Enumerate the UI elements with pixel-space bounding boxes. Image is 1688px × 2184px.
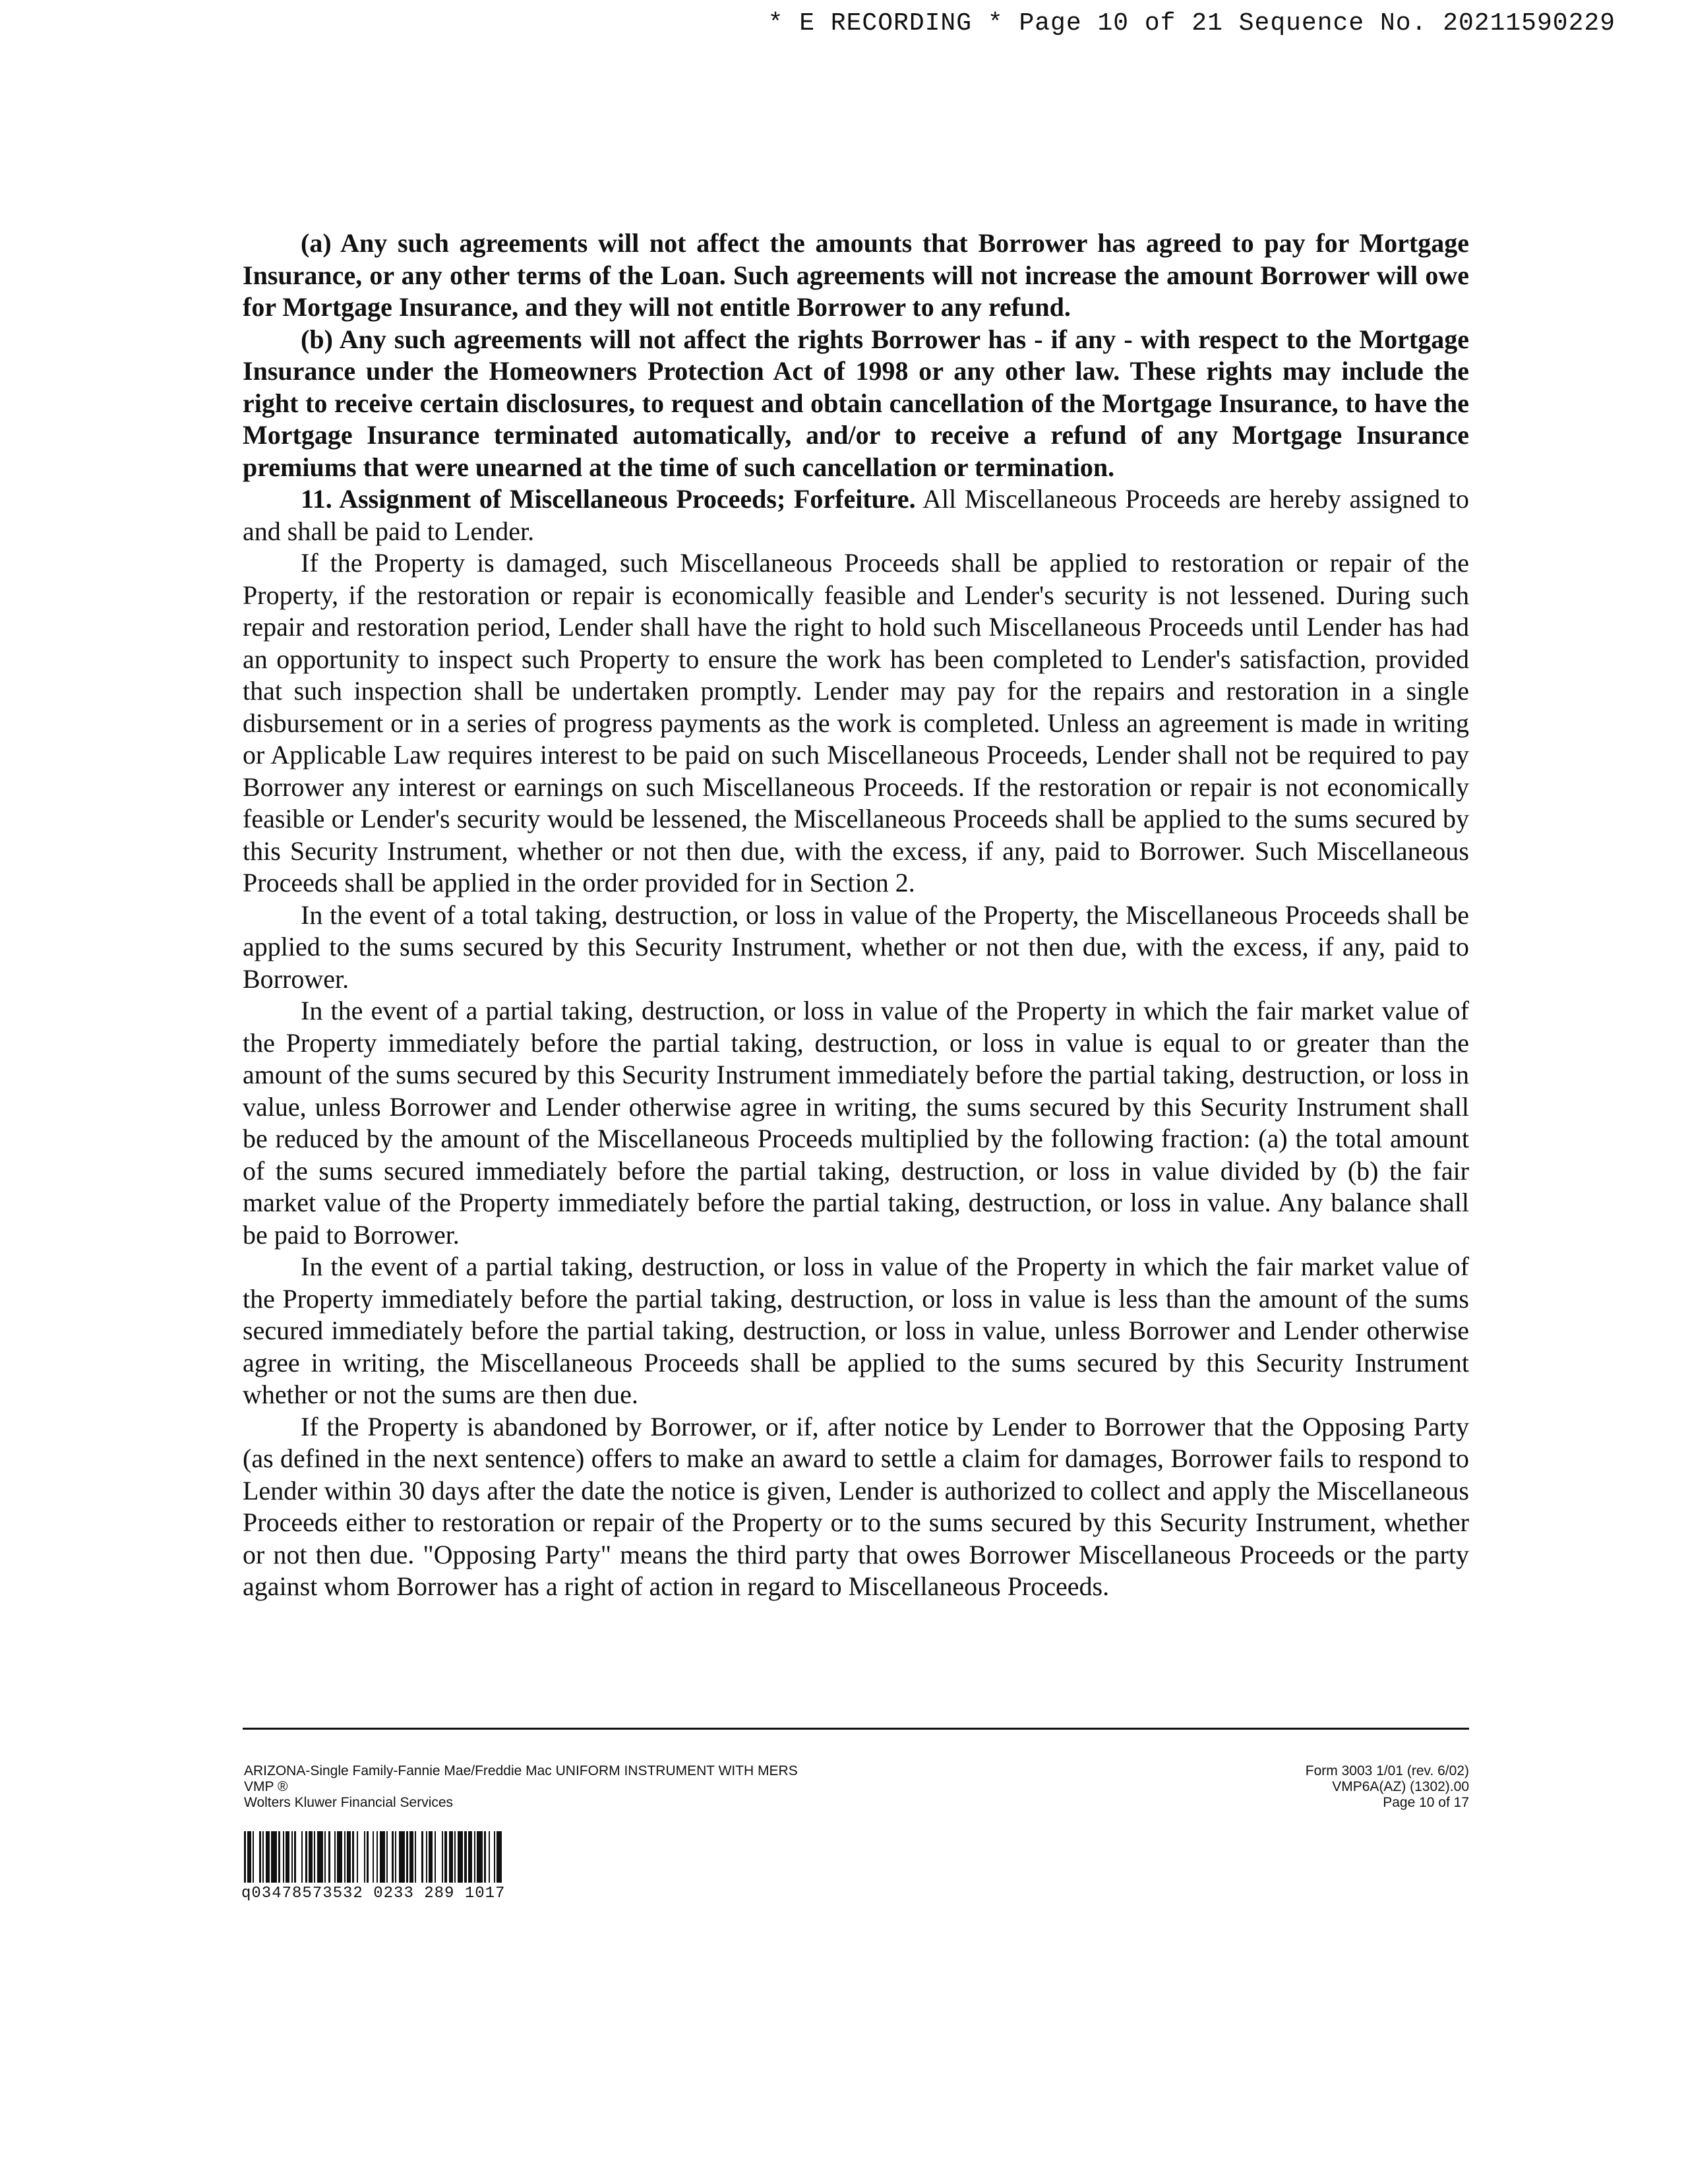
barcode-bar xyxy=(291,1831,293,1883)
barcode-bar xyxy=(442,1831,443,1883)
footer-form-info xyxy=(244,1763,798,1811)
paragraph-a: (a) Any such agreements will not affect the amounts that Borrower has agreed to pay for Mortgage Insurance, or any other terms of the Loan. Such agreements will not increase the amount Borrower will owe for Mortgage Insurance, and they will not entitle Borrower to any refund. xyxy=(243,228,1469,322)
barcode-bar xyxy=(278,1831,280,1883)
barcode-bar xyxy=(449,1831,453,1883)
barcode-bar xyxy=(305,1831,307,1883)
barcode-bar xyxy=(271,1831,277,1883)
barcode-bar xyxy=(426,1831,427,1883)
barcode-bar xyxy=(364,1831,365,1883)
barcode-bar xyxy=(444,1831,447,1883)
barcode-bar xyxy=(395,1831,396,1883)
paragraph-partial-less: In the event of a partial taking, destruction, or loss in value of the Property in which the fair market value of the Property immediately before the partial taking, destruction, or loss in value is less than the amount of the sums secured immediately before the partial taking, destruction, or loss in value, unless Borrower and Lender otherwise agree in writing, the Miscellaneous Proceeds shall be applied to the sums secured by this Security Instrument whether or not the sums are then due. xyxy=(243,1252,1469,1409)
footer-divider xyxy=(243,1728,1469,1730)
barcode-bar xyxy=(373,1831,374,1883)
footer-vmp-mark: VMP ® xyxy=(244,1779,288,1794)
barcode-bar xyxy=(334,1831,336,1883)
barcode-bar xyxy=(294,1831,296,1883)
barcode-bar xyxy=(415,1831,416,1883)
document-body xyxy=(243,228,1469,1603)
barcode-bar xyxy=(262,1831,264,1883)
footer-form-number xyxy=(1306,1763,1469,1811)
barcode-bar xyxy=(386,1831,388,1883)
barcode-bar xyxy=(309,1831,313,1883)
barcode-bar xyxy=(357,1831,358,1883)
barcode-bar xyxy=(266,1831,270,1883)
paragraph-b: (b) Any such agreements will not affect the rights Borrower has - if any - with respect to the Mortgage Insurance under the Homeowners Protection Act of 1998 or any other law. These rights may include the right to receive certain disclosures, to request and obtain cancellation of the Mortgage Insurance, to have the Mortgage Insurance terminated automatically, and/or to receive a refund of any Mortgage Insurance premiums that were unearned at the time of such cancellation or termination. xyxy=(243,324,1469,482)
barcode-bar xyxy=(409,1831,413,1883)
section-11-heading: 11. Assignment of Miscellaneous Proceeds; Forfeiture. xyxy=(301,484,916,514)
barcode-bar xyxy=(406,1831,408,1883)
barcode-bar xyxy=(247,1831,251,1883)
barcode-bar xyxy=(497,1831,502,1883)
barcode-bar xyxy=(367,1831,369,1883)
paragraph-abandoned: If the Property is abandoned by Borrower, or if, after notice by Lender to Borrower that the Opposing Party (as defined in the next sentence) offers to make an award to settle a claim for damages, Borrower fails to respond to Lender within 30 days after the date the notice is given, Lender is authorized to collect and apply the Miscellaneous Proceeds either to restoration or repair of the Property or to the sums secured by this Security Instrument, whether or not then due. "Opposing Party" means the third party that owes Borrower Miscellaneous Proceeds or the party against whom Borrower has a right of action in regard to Miscellaneous Proceeds. xyxy=(243,1411,1469,1601)
barcode-bar xyxy=(458,1831,463,1883)
paragraph-damaged: If the Property is damaged, such Miscellaneous Proceeds shall be applied to restoration or repair of the Property, if the restoration or repair is economically feasible and Lender's security is not lessened. During such repair and restoration period, Lender shall have the right to hold such Miscellaneous Proceeds until Lender has had an opportunity to inspect such Property to ensure the work has been completed to Lender's satisfaction, provided that such inspection shall be undertaken promptly. Lender may pay for the repairs and restoration in a single disbursement or in a series of progress payments as the work is completed. Unless an agreement is made in writing or Applicable Law requires interest to be paid on such Miscellaneous Proceeds, Lender shall not be required to pay Borrower any interest or earnings on such Miscellaneous Proceeds. If the restoration or repair is not economically feasible or Lender's security would be lessened, the Miscellaneous Proceeds shall be applied to the sums secured by this Security Instrument, whether or not then due, with the excess, if any, paid to Borrower. Such Miscellaneous Proceeds shall be applied in the order provided for in Section 2. xyxy=(243,548,1469,897)
barcode-bar xyxy=(489,1831,490,1883)
barcode-bar xyxy=(328,1831,330,1883)
barcode-bar xyxy=(421,1831,423,1883)
barcode-bar xyxy=(314,1831,315,1883)
barcode-bar xyxy=(468,1831,472,1883)
section-11-paragraph xyxy=(243,483,1469,547)
section-11-text: All Miscellaneous Proceeds are hereby assigned to and shall be paid to Lender. xyxy=(243,484,1469,546)
footer-vmp-code: VMP6A(AZ) (1302).00 xyxy=(1332,1779,1469,1794)
barcode-bar xyxy=(259,1831,261,1883)
barcode-number: q03478573532 0233 289 1017 xyxy=(241,1885,506,1902)
barcode-bar xyxy=(324,1831,326,1883)
barcode-bar xyxy=(477,1831,483,1883)
barcode-bar xyxy=(494,1831,495,1883)
footer-form-revision: Form 3003 1/01 (rev. 6/02) xyxy=(1305,1763,1469,1778)
barcode-bar xyxy=(347,1831,351,1883)
barcode-bar xyxy=(399,1831,405,1883)
barcode-bar xyxy=(244,1831,246,1883)
barcode-bar xyxy=(474,1831,475,1883)
paragraph-total-taking: In the event of a total taking, destruction, or loss in value of the Property, the Miscellaneous Proceeds shall be applied to the sums secured by this Security Instrument, whether or not then due, with the excess, if any, paid to Borrower. xyxy=(243,899,1469,994)
barcode-bar xyxy=(283,1831,284,1883)
barcode-bar xyxy=(429,1831,433,1883)
barcode-bar xyxy=(464,1831,467,1883)
footer-publisher: Wolters Kluwer Financial Services xyxy=(244,1795,454,1810)
barcode-bar xyxy=(377,1831,378,1883)
barcode-bar xyxy=(301,1831,303,1883)
barcode-bar xyxy=(392,1831,394,1883)
barcode-bar xyxy=(352,1831,354,1883)
barcode-bar xyxy=(286,1831,289,1883)
footer-page-number: Page 10 of 17 xyxy=(1383,1795,1469,1810)
barcode-bar xyxy=(337,1831,342,1883)
recording-header-stamp: * E RECORDING * Page 10 of 21 Sequence No. 20211590229 xyxy=(768,9,1615,38)
footer-form-title: ARIZONA-Single Family-Fannie Mae/Freddie Mac UNIFORM INSTRUMENT WITH MERS xyxy=(244,1763,798,1778)
barcode-bar xyxy=(380,1831,385,1883)
barcode-bar xyxy=(435,1831,436,1883)
barcode-bar xyxy=(317,1831,323,1883)
paragraph-partial-greater: In the event of a partial taking, destruction, or loss in value of the Property in which the fair market value of the Property immediately before the partial taking, destruction, or loss in value is equal to or greater than the amount of the sums secured by this Security Instrument immediately before the partial taking, destruction, or loss in value, unless Borrower and Lender otherwise agree in writing, the sums secured by this Security Instrument shall be reduced by the amount of the Miscellaneous Proceeds multiplied by the following fraction: (a) the total amount of the sums secured immediately before the partial taking, destruction, or loss in value divided by (b) the fair market value of the Property immediately before the partial taking, destruction, or loss in value. Any balance shall be paid to Borrower. xyxy=(243,996,1469,1250)
barcode-bar xyxy=(344,1831,346,1883)
barcode-bar xyxy=(454,1831,456,1883)
barcode xyxy=(244,1831,720,1883)
barcode-bar xyxy=(484,1831,486,1883)
barcode-bar xyxy=(253,1831,254,1883)
